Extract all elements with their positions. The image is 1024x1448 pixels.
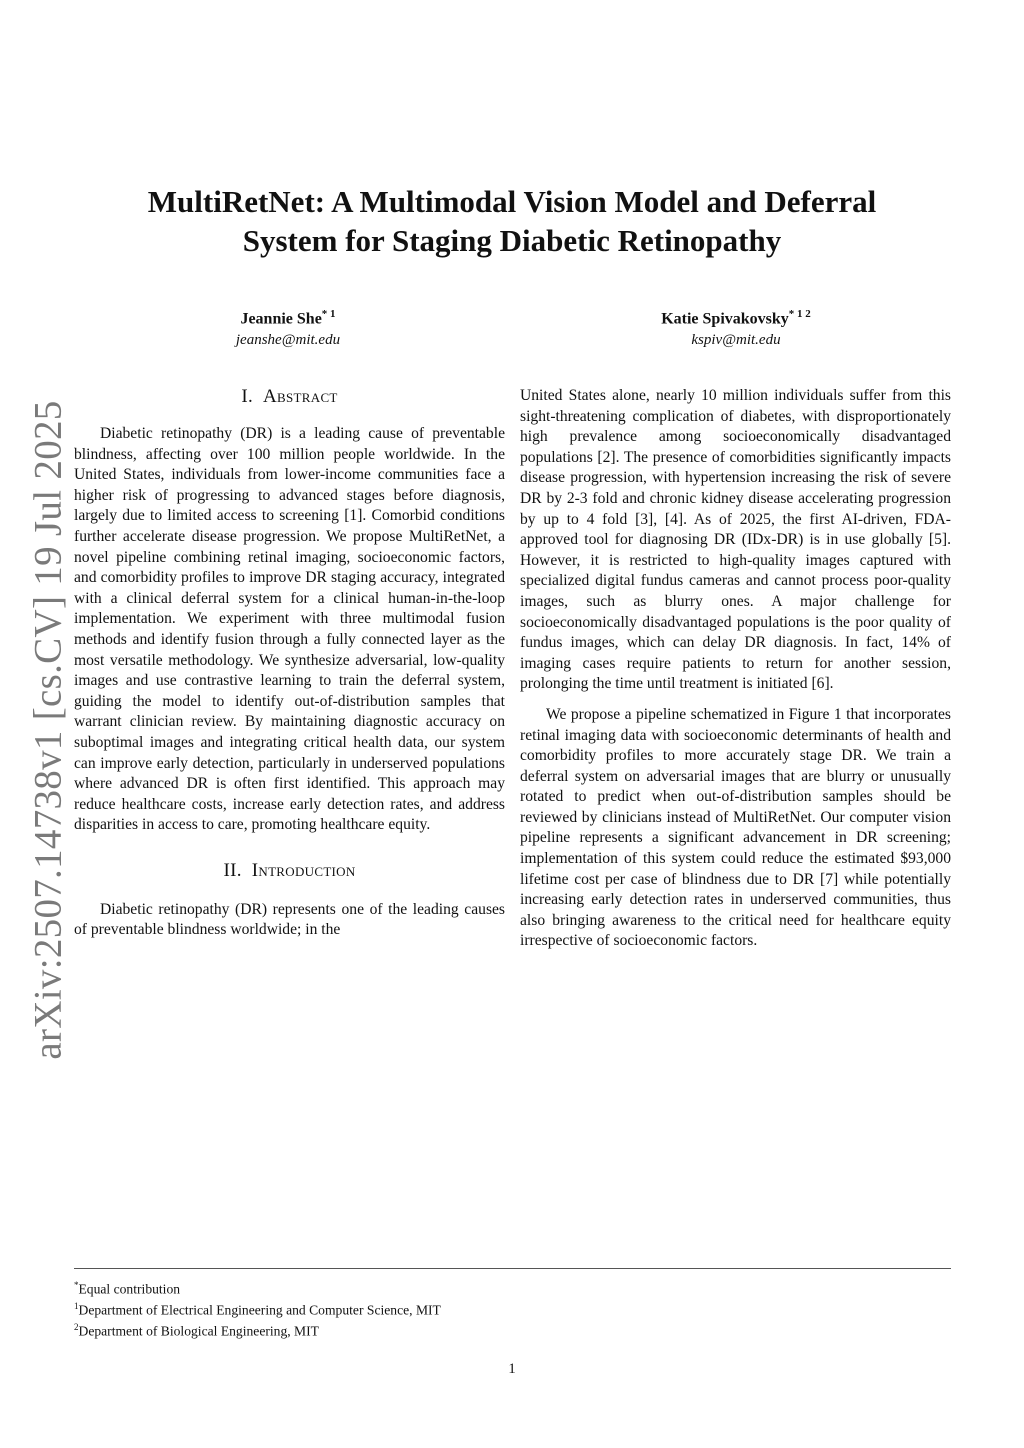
author-block-2 <box>596 304 876 351</box>
footnote-affiliation-1: $^1$Department of Electrical Engineering and Computer Science, MIT <box>74 1300 441 1318</box>
page-number: 1 <box>508 1361 516 1377</box>
author-affiliation-marks-1: * 1 <box>321 308 336 320</box>
author-email-1[interactable]: jeanshe@mit.edu <box>235 332 341 349</box>
abstract-text: Diabetic retinopathy (DR) is a leading cause of preventable blindness, affecting over 100 million people worldwide. In the United States, individuals from lower-income communities face a higher risk of progressing to advanced stages before diagnosis, largely due to limited access to screening [1]. Comorbid conditions further accelerate disease progression. We propose MultiRetNet, a novel pipeline combining retinal imaging, socioeconomic factors, and comorbidity profiles to improve DR staging accuracy, integrated with a clinical deferral system for a clinical human-in-the-loop implementation. We experiment with three multimodal fusion methods and identify fusion through a fully connected layer as the most versatile methodology. We synthesize adversarial, low-quality images and use contrastive learning to train the deferral system, guiding the model to identify out-of-distribution samples that warrant clinician review. By maintaining diagnostic accuracy on suboptimal images and integrating critical health data, our system can improve early detection, particularly in underserved populations where advanced DR is often first identified. This approach may reduce healthcare costs, increase early detection rates, and address disparities in access to care, promoting healthcare equity. <box>74 425 505 834</box>
abstract-heading: I. Abstract <box>241 386 338 407</box>
footnotes <box>74 1277 441 1340</box>
introduction-heading: II. Introduction <box>223 859 356 881</box>
footnote-equal-contribution: *Equal contribution <box>74 1280 181 1297</box>
introduction-paragraph-2: We propose a pipeline schematized in Figure 1 that incorporates retinal imaging data with socioeconomic determinants of health and comorbidity profiles to more accurately stage DR. We train a deferral system on adversarial images that are blurry or unusually rotated to predict when out-of-distribution samples should be reviewed by clinicians instead of MultiRetNet. Our computer vision pipeline represents a significant advancement in DR screening; implementation of this system could reduce the estimated $93,000 lifetime cost per case of blindness due to DR [7] while potentially increasing early detection rates in underserved communities, thus also bringing awareness to the critical need for healthcare equity irrespective of socioeconomic factors. <box>520 705 951 950</box>
footnote-divider <box>74 1268 951 1269</box>
author-block-1 <box>178 304 398 351</box>
author-name-1: Jeannie She$^{* 1}$ <box>240 308 336 328</box>
author-affiliation-marks-2: * 1 2 <box>788 308 811 320</box>
right-column <box>520 386 951 952</box>
title-line-2: System for Staging Diabetic Retinopathy <box>242 223 782 258</box>
author-name-2: Katie Spivakovsky$^{* 1 2}$ <box>661 308 811 328</box>
introduction-paragraph-1-continued: United States alone, nearly 10 million individuals suffer from this sight-threatening complication of diabetes, with disproportionately high prevalence among socioeconomically disadvantaged populations [2]. The presence of comorbidities significantly impacts disease progression, with hypertension increasing the risk of severe DR by 2-3 fold and chronic kidney disease accelerating progression by up to 4 fold [3], [4]. As of 2025, the first AI-driven, FDA-approved tool for diagnosing DR (IDx-DR) is in use globally [5]. However, it is restricted to high-quality images captured with specialized digital fundus cameras and cannot process poor-quality images, such as blurry ones. A major challenge for socioeconomically disadvantaged populations is the poor quality of fundus images, which can delay DR diagnosis. In fact, 14% of imaging cases require patients to return for another session, prolonging the time until treatment is initiated [6]. <box>520 387 951 693</box>
paper-title <box>80 182 944 260</box>
arxiv-identifier: arXiv:2507.14738v1 [cs.CV] 19 Jul 2025 <box>26 400 70 1060</box>
title-line-1: MultiRetNet: A Multimodal Vision Model and Deferral <box>147 184 877 219</box>
left-column <box>74 384 505 941</box>
author-email-2[interactable]: kspiv@mit.edu <box>691 332 781 349</box>
introduction-paragraph-1-start: Diabetic retinopathy (DR) represents one of the leading causes of preventable blindness worldwide; in the <box>74 900 505 939</box>
footnote-affiliation-2: $^2$Department of Biological Engineering, MIT <box>74 1321 319 1339</box>
